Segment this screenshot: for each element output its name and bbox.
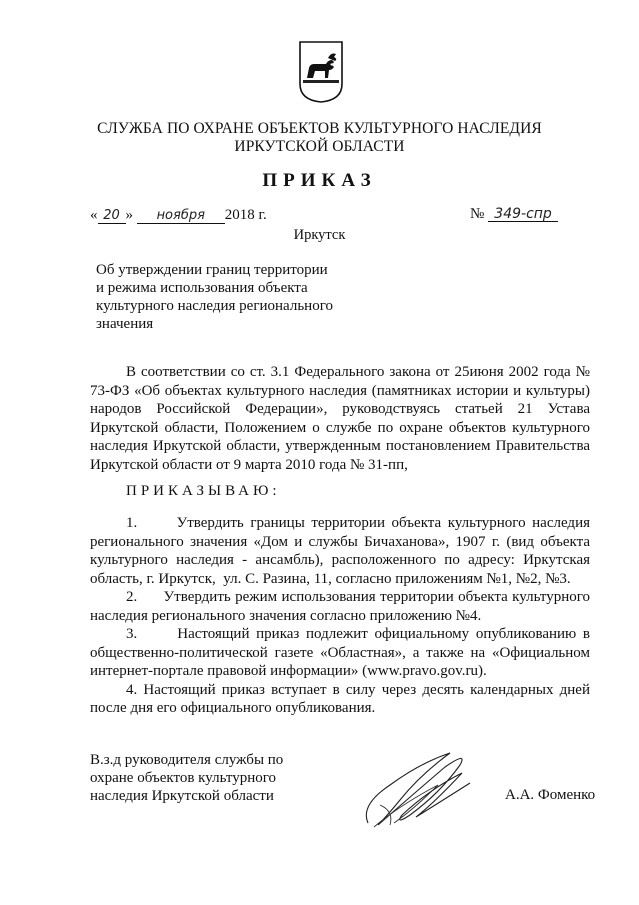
order-subject [96, 261, 336, 333]
handwritten-signature [350, 745, 480, 835]
order-item-4: 4. Настоящий приказ вступает в силу через десять календарных дней после дня его официального опубликования. [90, 681, 590, 716]
signer-name: А.А. Фоменко [505, 787, 596, 803]
city: Иркутск [293, 227, 346, 243]
number-prefix: № [470, 206, 485, 222]
organization-name-line2: ИРКУТСКОЙ ОБЛАСТИ [234, 138, 405, 155]
date-day: 20 [98, 209, 126, 224]
order-number [470, 206, 558, 223]
signer-position-line: наследия Иркутской области [90, 788, 274, 804]
subject-line: культурного наследия регионального [96, 298, 333, 314]
order-item-3: 3. Настоящий приказ подлежит официальному опубликованию в общественно-политической газете «Областная», а также на «Официальном интернет-портале правовой информации» (www.pravo.gov.ru). [90, 626, 594, 679]
order-date: « 20 » ноября 2018 г. [90, 207, 267, 223]
order-directive-word: ПРИКАЗЫВАЮ: [126, 483, 281, 499]
signer-position-line: В.з.д руководителя службы по [90, 752, 284, 768]
subject-line: и режима использования объекта [96, 280, 308, 296]
document-title: ПРИКАЗ [262, 170, 377, 191]
subject-line: Об утверждении границ территории [96, 262, 328, 278]
number-value: 349-спр [488, 207, 558, 222]
date-year: 2018 г. [224, 207, 267, 223]
order-item-1: 1. Утвердить границы территории объекта культурного наследия регионального значения «Дом и службы Бичаханова», 1907 г. (вид объекта культурного наследия - ансамбль), расположенного по адресу: Иркутская область, г. Иркутск, ул. С. Разина, 11, согласно приложениям №1, №2, №3. [90, 515, 594, 587]
order-items [90, 514, 594, 718]
organization-name-line1: СЛУЖБА ПО ОХРАНЕ ОБЪЕКТОВ КУЛЬТУРНОГО НАСЛЕДИЯ [97, 120, 542, 137]
signer-position [90, 751, 326, 805]
coat-of-arms-icon [298, 40, 344, 104]
signer-position-line: охране объектов культурного [90, 770, 277, 786]
subject-line: значения [96, 316, 154, 332]
date-month: ноября [137, 209, 225, 224]
order-item-2: 2. Утвердить режим использования территории объекта культурного наследия регионального значения согласно приложению №4. [90, 589, 594, 624]
preamble-paragraph: В соответствии со ст. 3.1 Федерального закона от 25июня 2002 года № 73-ФЗ «Об объектах культурного наследия (памятниках истории и культуры) народов Российской Федерации», руководствуясь статьей 21 Устава Иркутской области, Положением о службе по охране объектов культурного наследия Иркутской области, утвержденным постановлением Правительства Иркутской области от 9 марта 2010 года № 31-пп, [90, 364, 590, 473]
